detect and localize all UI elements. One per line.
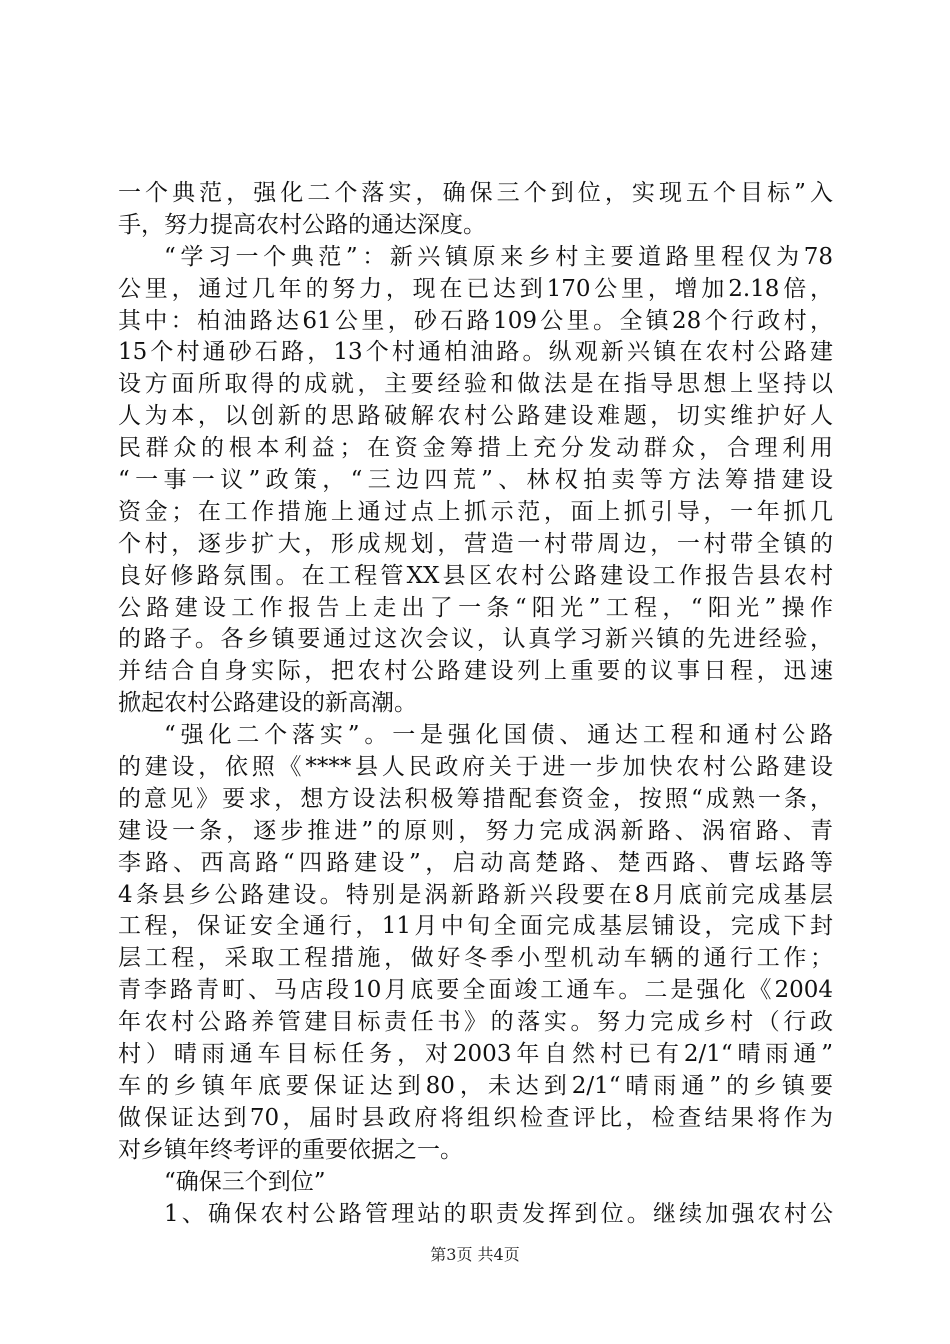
text-line: 的建设，依照《****县人民政府关于进一步加快农村公路建设 <box>118 754 833 781</box>
text-line: 做保证达到70，届时县政府将组织检查评比，检查结果将作为 <box>118 1104 833 1131</box>
text-line: “确保三个到位” <box>164 1168 326 1195</box>
text-line: 公里，通过几年的努力，现在已达到170公里，增加2.18倍， <box>118 275 833 302</box>
text-line: 手，努力提高农村公路的通达深度。 <box>118 211 486 238</box>
text-line: 一个典范，强化二个落实，确保三个到位，实现五个目标”入 <box>118 180 833 206</box>
text-line: “一事一议”政策，“三边四荒”、林权拍卖等方法筹措建设 <box>118 467 833 494</box>
text-line: 人为本，以创新的思路破解农村公路建设难题，切实维护好人 <box>118 403 833 430</box>
page-footer: 第3页 共4页 <box>430 1245 520 1264</box>
text-line: 车的乡镇年底要保证达到80，未达到2/1“晴雨通”的乡镇要 <box>118 1072 833 1099</box>
text-line: 青李路青町、马店段10月底要全面竣工通车。二是强化《2004 <box>118 977 833 1004</box>
document-body <box>118 178 833 1230</box>
text-line: 的路子。各乡镇要通过这次会议，认真学习新兴镇的先进经验， <box>118 626 833 653</box>
text-line: 民群众的根本利益；在资金筹措上充分发动群众，合理利用 <box>118 435 833 462</box>
text-line: 的意见》要求，想方设法积极筹措配套资金，按照“成熟一条， <box>118 785 833 812</box>
text-line: 对乡镇年终考评的重要依据之一。 <box>118 1136 463 1163</box>
text-line: 设方面所取得的成就，主要经验和做法是在指导思想上坚持以 <box>118 371 833 398</box>
text-line: 李路、西高路“四路建设”，启动高楚路、楚西路、曹坛路等 <box>118 849 833 876</box>
text-line: 并结合自身实际，把农村公路建设列上重要的议事日程，迅速 <box>118 658 833 685</box>
text-line: 1、确保农村公路管理站的职责发挥到位。继续加强农村公 <box>164 1200 833 1227</box>
text-line: 掀起农村公路建设的新高潮。 <box>118 690 417 717</box>
text-line: 年农村公路养管建目标责任书》的落实。努力完成乡村（行政 <box>118 1009 833 1036</box>
text-line: 4条县乡公路建设。特别是涡新路新兴段要在8月底前完成基层 <box>118 881 833 908</box>
text-line: 工程，保证安全通行，11月中旬全面完成基层铺设，完成下封 <box>118 913 833 940</box>
text-line: “学习一个典范”：新兴镇原来乡村主要道路里程仅为78 <box>164 243 833 270</box>
text-line: 良好修路氛围。在工程管XX县区农村公路建设工作报告县农村 <box>118 562 833 589</box>
text-line: “强化二个落实”。一是强化国债、通达工程和通村公路 <box>164 722 833 749</box>
text-line: 个村，逐步扩大，形成规划，营造一村带周边，一村带全镇的 <box>118 530 833 557</box>
text-line: 建设一条，逐步推进”的原则，努力完成涡新路、涡宿路、青 <box>118 817 833 844</box>
text-line: 资金；在工作措施上通过点上抓示范，面上抓引导，一年抓几 <box>118 498 833 525</box>
text-line: 15个村通砂石路，13个村通柏油路。纵观新兴镇在农村公路建 <box>118 339 833 366</box>
text-line: 层工程，采取工程措施，做好冬季小型机动车辆的通行工作； <box>118 945 833 972</box>
text-line: 其中：柏油路达61公里，砂石路109公里。全镇28个行政村， <box>118 307 833 334</box>
text-line: 公路建设工作报告上走出了一条“阳光”工程，“阳光”操作 <box>118 594 833 621</box>
text-line: 村）晴雨通车目标任务，对2003年自然村已有2/1“晴雨通” <box>118 1041 833 1068</box>
